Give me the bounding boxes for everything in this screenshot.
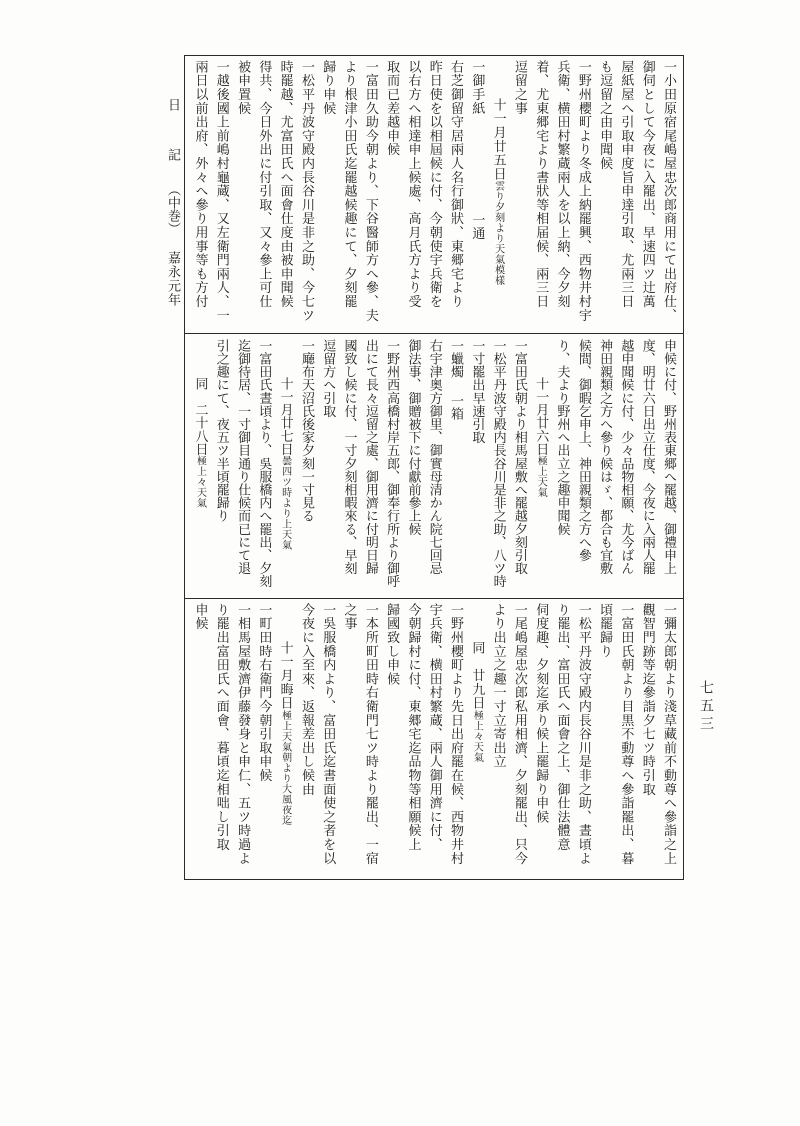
item-line xyxy=(445,339,466,595)
text-column: 觀智門跡等迄參詣夕七ツ時引取 xyxy=(639,603,655,797)
text-column: 着、尤東郷宅より書狀等相届候、兩三日 xyxy=(533,60,549,309)
running-head-era: 嘉永元年 xyxy=(165,251,180,307)
tier-divider xyxy=(184,598,684,599)
item-label: 一御手紙 xyxy=(469,60,485,116)
text-column: 歸國致し申候 xyxy=(384,603,400,686)
text-column: 右宇津奥方御里、御實母清かん院七回忌 xyxy=(426,339,442,575)
item-quantity: 一通 xyxy=(469,213,485,241)
text-column: 被申置候 xyxy=(235,60,251,116)
date-line xyxy=(530,339,551,595)
text-column: 逗留之事 xyxy=(511,60,527,116)
running-head-title: 日 記 xyxy=(165,98,180,173)
text-column: 今朝歸村に付、東郷宅迄品物等相願候上 xyxy=(405,603,421,852)
text-column: 今夜に入至來、返報差出し候由 xyxy=(298,603,314,797)
text-column: 屋紙屋へ引取申度旨申達引取、尤兩三日 xyxy=(618,60,634,309)
text-column: 一野州西高橋村岸五郎、御奉行所より御呼 xyxy=(384,339,400,588)
tier-top xyxy=(189,60,679,330)
running-head xyxy=(163,98,181,307)
text-column: 得共、今日外出に付引取、又々參上可仕 xyxy=(256,60,272,309)
text-column: より根津小田氏迄罷越候趣にて、夕刻罷 xyxy=(341,60,357,309)
text-column: 神田親類之方へ參り候はゞ、都合も宜敷 xyxy=(597,339,613,575)
text-column: 御伺として今夜に入罷出、早速四ツ辻萬 xyxy=(639,60,655,309)
date-text: 十一月廿六日 xyxy=(533,377,549,456)
text-column: 出にて長々逗留之處、御用濟に付明日歸 xyxy=(362,339,378,575)
text-column: り罷出富田氏へ面會、暮頃迄相咄し引取 xyxy=(213,603,229,852)
text-column: り罷出、富田氏へ面會之上、御仕法體意 xyxy=(554,603,570,852)
date-line xyxy=(274,339,295,595)
text-column: 頃罷歸り xyxy=(597,603,613,659)
text-column: 迄御待居、一寸御目通り仕候而已にて退 xyxy=(235,339,251,575)
text-column: 越申聞候に付、少々品物相願、尤今ばん xyxy=(618,339,634,575)
text-column: 一越後國上前嶋村龜蔵、又左衛門兩人、一 xyxy=(213,60,229,323)
weather-note: 極上天氣朝より大風夜迄 xyxy=(279,710,291,826)
running-head-volume: （中巻） xyxy=(165,183,180,235)
text-column: 一富田久助今朝より、下谷醫師方へ參、夫 xyxy=(362,60,378,323)
date-line xyxy=(189,339,210,595)
text-column: 一松平丹波守殿内長谷川是非之助、今七ツ xyxy=(298,60,314,323)
text-column: 昨日使を以相屆候に付、今朝使宇兵衛を xyxy=(426,60,442,309)
text-column: 一松平丹波守殿内長谷川是非之助、晝頃よ xyxy=(575,603,591,866)
date-text: 十一月晦日 xyxy=(277,641,293,710)
item-quantity: 一箱 xyxy=(448,394,464,421)
date-line xyxy=(274,603,295,873)
text-column: 一町田時右衛門今朝引取申候 xyxy=(256,603,272,783)
text-column: 以右方へ相達申上候處、高月氏方より受 xyxy=(405,60,421,309)
date-text: 同 廿九日 xyxy=(469,641,485,710)
item-label: 一蠟燭 xyxy=(448,339,464,379)
text-column: 一小田原宿尾嶋屋忠次郎商用にて出府仕、 xyxy=(661,60,676,323)
text-column: 御法事、御贈被下に付獻前參上候 xyxy=(405,339,421,536)
text-column: 引之趣にて、夜五ツ半頃罷歸り xyxy=(213,339,229,523)
text-column: 一相馬屋敷濟伊藤發身と申仁、五ツ時過よ xyxy=(235,603,251,866)
text-column: 兩日以前出府、外々へ參り用事等も方付 xyxy=(192,60,208,309)
text-column: 歸り申候 xyxy=(320,60,336,116)
text-column: 一野州櫻町より冬成上納罷興、西物井村宇 xyxy=(575,60,591,323)
weather-note: 極上天氣 xyxy=(535,455,547,498)
text-column: り、夫より野州へ出立之趣申聞候 xyxy=(554,339,570,536)
weather-note: 雲り夕刻より天氣模樣 xyxy=(492,180,504,286)
text-column: 宇兵衛、横田村繁蔵、兩人御用濟に付、 xyxy=(426,603,442,852)
weather-note: 極上々天氣 xyxy=(194,455,206,509)
text-column: 時罷越、尤富田氏へ面會仕度由被申聞候 xyxy=(277,60,293,309)
tier-middle xyxy=(189,339,679,595)
text-column: 伺度趣、夕刻迄承り候上罷歸り申候 xyxy=(533,603,549,824)
text-column: 兵衛、横田村繁蔵兩人を以上納、今夕刻 xyxy=(554,60,570,309)
date-text: 同 二十八日 xyxy=(192,377,208,456)
text-column: 一尾嶋屋忠次郎私用相濟、夕刻罷出、只今 xyxy=(511,603,527,866)
text-column: も逗留之由申聞候 xyxy=(597,60,613,171)
text-column: 一富田氏朝より目黒不動尊へ參詣罷出、暮 xyxy=(618,603,634,866)
text-column: 候間、御暇乞申上、神田親類之方へ參 xyxy=(575,339,591,562)
text-column: 申候 xyxy=(192,603,208,631)
weather-note: 極上々天氣 xyxy=(471,710,483,763)
date-line xyxy=(487,60,508,330)
date-text: 十一月廿五日 xyxy=(490,98,506,181)
tier-divider xyxy=(184,333,684,334)
text-column: 一富田氏晝頃より、吳服橋内へ罷出、夕刻 xyxy=(256,339,272,588)
text-column: 一松平丹波守殿内長谷川是非之助、八ツ時 xyxy=(490,339,506,588)
text-column: 一廰布天沼氏後家夕刻一寸見る xyxy=(298,339,314,523)
text-column: 國致し候に付、一寸夕刻相暇來る、早刻 xyxy=(341,339,357,575)
text-column: 一吳服橋内より、富田氏迄書面使之者を以 xyxy=(320,603,336,866)
text-column: 一彌太郎朝より淺草藏前不動尊へ參詣之上 xyxy=(661,603,676,866)
text-column: 一寸罷出早速引取 xyxy=(469,339,485,444)
item-line xyxy=(466,60,487,330)
text-column: 一野州櫻町より先日出府罷在候、西物井村 xyxy=(448,603,464,866)
text-column: 一富田氏朝より相馬屋敷へ罷越夕刻引取 xyxy=(511,339,527,575)
text-column: 申候に付、野州表東郷へ罷越、御禮申上 xyxy=(661,339,676,575)
text-column: 之事 xyxy=(341,603,357,631)
text-column: 取而已差越申候 xyxy=(384,60,400,157)
weather-note: 曇四ツ時より上天氣 xyxy=(279,455,291,551)
text-column: 度、明廿六日出立仕度、今夜に入兩人罷 xyxy=(639,339,655,575)
text-column: 逗留方へ引取 xyxy=(320,339,336,418)
date-line xyxy=(466,603,487,873)
text-column: 右芝御留守居兩人名行御狀、東郷宅より xyxy=(448,60,464,309)
date-text: 十一月廿七日 xyxy=(277,377,293,456)
page-number: 七五三 xyxy=(698,680,714,734)
text-column: 一本所町田時右衛門七ツ時より罷出、一宿 xyxy=(362,603,378,866)
tier-bottom xyxy=(189,603,679,873)
text-column: より出立之趣一寸立寄出立 xyxy=(490,603,506,769)
